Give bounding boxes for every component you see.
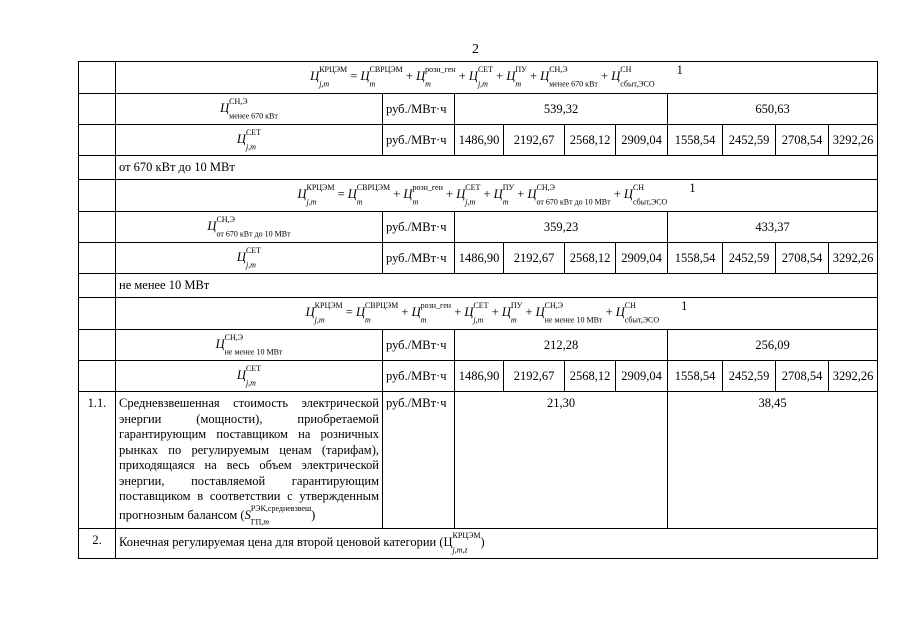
value-1: 21,30 (455, 392, 668, 529)
formula-row (79, 62, 878, 94)
unit-cell: руб./МВт·ч (383, 212, 455, 243)
unit-cell: руб./МВт·ч (383, 361, 455, 392)
set-value: 2568,12 (565, 125, 616, 156)
set-value: 1558,54 (668, 361, 723, 392)
cn-value-2: 433,37 (668, 212, 878, 243)
row-2 (79, 529, 878, 559)
set-value: 2452,59 (723, 243, 776, 274)
cn-symbol: $Ц^{СН,Э}$ $_{от 670 кВт до 10 МВт}$ (116, 212, 383, 243)
cn-symbol: $Ц^{СН,Э}$ $_{не менее 10 МВт}$ (116, 330, 383, 361)
cn-row (79, 94, 878, 125)
cn-value-1: 212,28 (455, 330, 668, 361)
row-description: Средневзвешенная стоимость электрической энергии (мощности), приобретаемой гарантирующим поставщиком на розничных рынках по регулируемым ценам (тарифам), приходящаяся на весь объем электрической энергии, поставляемой гарантирующим поставщиком в соответствии с утвержденным прогнозным балансом ($S^{РЭК,средневзвеш}$ $_{ГП,m}$) (116, 392, 383, 529)
row-number: 2. (79, 529, 116, 559)
set-value: 2568,12 (565, 243, 616, 274)
set-value: 1558,54 (668, 125, 723, 156)
unit-cell: руб./МВт·ч (383, 125, 455, 156)
cn-row (79, 212, 878, 243)
set-value: 1558,54 (668, 243, 723, 274)
cn-value-2: 650,63 (668, 94, 878, 125)
formula-row (79, 180, 878, 212)
set-value: 2192,67 (504, 243, 565, 274)
unit-cell: руб./МВт·ч (383, 94, 455, 125)
cn-value-1: 359,23 (455, 212, 668, 243)
section-header: не менее 10 МВт (116, 274, 878, 298)
set-row (79, 125, 878, 156)
set-symbol: $Ц^{СЕТ}$ $_{j,m}$ (116, 243, 383, 274)
set-value: 2909,04 (616, 243, 668, 274)
set-value: 2568,12 (565, 361, 616, 392)
cn-value-2: 256,09 (668, 330, 878, 361)
set-value: 2708,54 (776, 243, 829, 274)
page-number: 2 (472, 42, 479, 57)
cn-row (79, 330, 878, 361)
section-header-row (79, 156, 878, 180)
unit-cell: руб./МВт·ч (383, 392, 455, 529)
set-value: 2708,54 (776, 125, 829, 156)
set-value: 3292,26 (829, 361, 878, 392)
formula-2: $Ц^{КРЦЭМ}$ $_{j,m} = Ц^{СВРЦЭМ}$ $_m + Ц^{розн\_ген}$ $_m + Ц^{СЕТ}$ $_{j,m} + Ц^{ПУ}$ $_m + Ц^{СН,Э}$ $_{не менее 10 МВт} + Ц^{СН}$ $_{сбыт,ЭСО}$1 (305, 299, 688, 325)
set-value: 2909,04 (616, 361, 668, 392)
set-row (79, 243, 878, 274)
row-number: 1.1. (79, 392, 116, 529)
price-table (78, 61, 878, 559)
set-value: 2192,67 (504, 125, 565, 156)
row-1-1 (79, 392, 878, 529)
set-symbol: $Ц^{СЕТ}$ $_{j,m}$ (116, 361, 383, 392)
section-header: от 670 кВт до 10 МВт (116, 156, 878, 180)
cn-value-1: 539,32 (455, 94, 668, 125)
formula-row (79, 298, 878, 330)
formula-0: $Ц^{КРЦЭМ}$ $_{j,m} = Ц^{СВРЦЭМ}$ $_m + Ц^{розн\_ген}$ $_m + Ц^{СЕТ}$ $_{j,m} + Ц^{ПУ}$ $_m + Ц^{СН,Э}$ $_{менее 670 кВт} + Ц^{СН}$ $_{сбыт,ЭСО}$1 (310, 63, 683, 89)
row-description: Конечная регулируемая цена для второй ценовой категории ($Ц^{КРЦЭМ}$ $_{j,m,z}$) (116, 529, 878, 559)
set-value: 1486,90 (455, 125, 504, 156)
formula-1: $Ц^{КРЦЭМ}$ $_{j,m} = Ц^{СВРЦЭМ}$ $_m + Ц^{розн\_ген}$ $_m + Ц^{СЕТ}$ $_{j,m} + Ц^{ПУ}$ $_m + Ц^{СН,Э}$ $_{от 670 кВт до 10 МВт} + Ц^{СН}$ $_{сбыт,ЭСО}$1 (297, 181, 696, 207)
unit-cell: руб./МВт·ч (383, 330, 455, 361)
set-value: 2452,59 (723, 125, 776, 156)
set-value: 1486,90 (455, 243, 504, 274)
set-value: 2192,67 (504, 361, 565, 392)
cn-symbol: $Ц^{СН,Э}$ $_{менее 670 кВт}$ (116, 94, 383, 125)
set-row (79, 361, 878, 392)
set-value: 3292,26 (829, 243, 878, 274)
set-value: 2452,59 (723, 361, 776, 392)
value-2: 38,45 (668, 392, 878, 529)
set-symbol: $Ц^{СЕТ}$ $_{j,m}$ (116, 125, 383, 156)
set-value: 1486,90 (455, 361, 504, 392)
set-value: 2708,54 (776, 361, 829, 392)
set-value: 2909,04 (616, 125, 668, 156)
section-header-row (79, 274, 878, 298)
set-value: 3292,26 (829, 125, 878, 156)
unit-cell: руб./МВт·ч (383, 243, 455, 274)
